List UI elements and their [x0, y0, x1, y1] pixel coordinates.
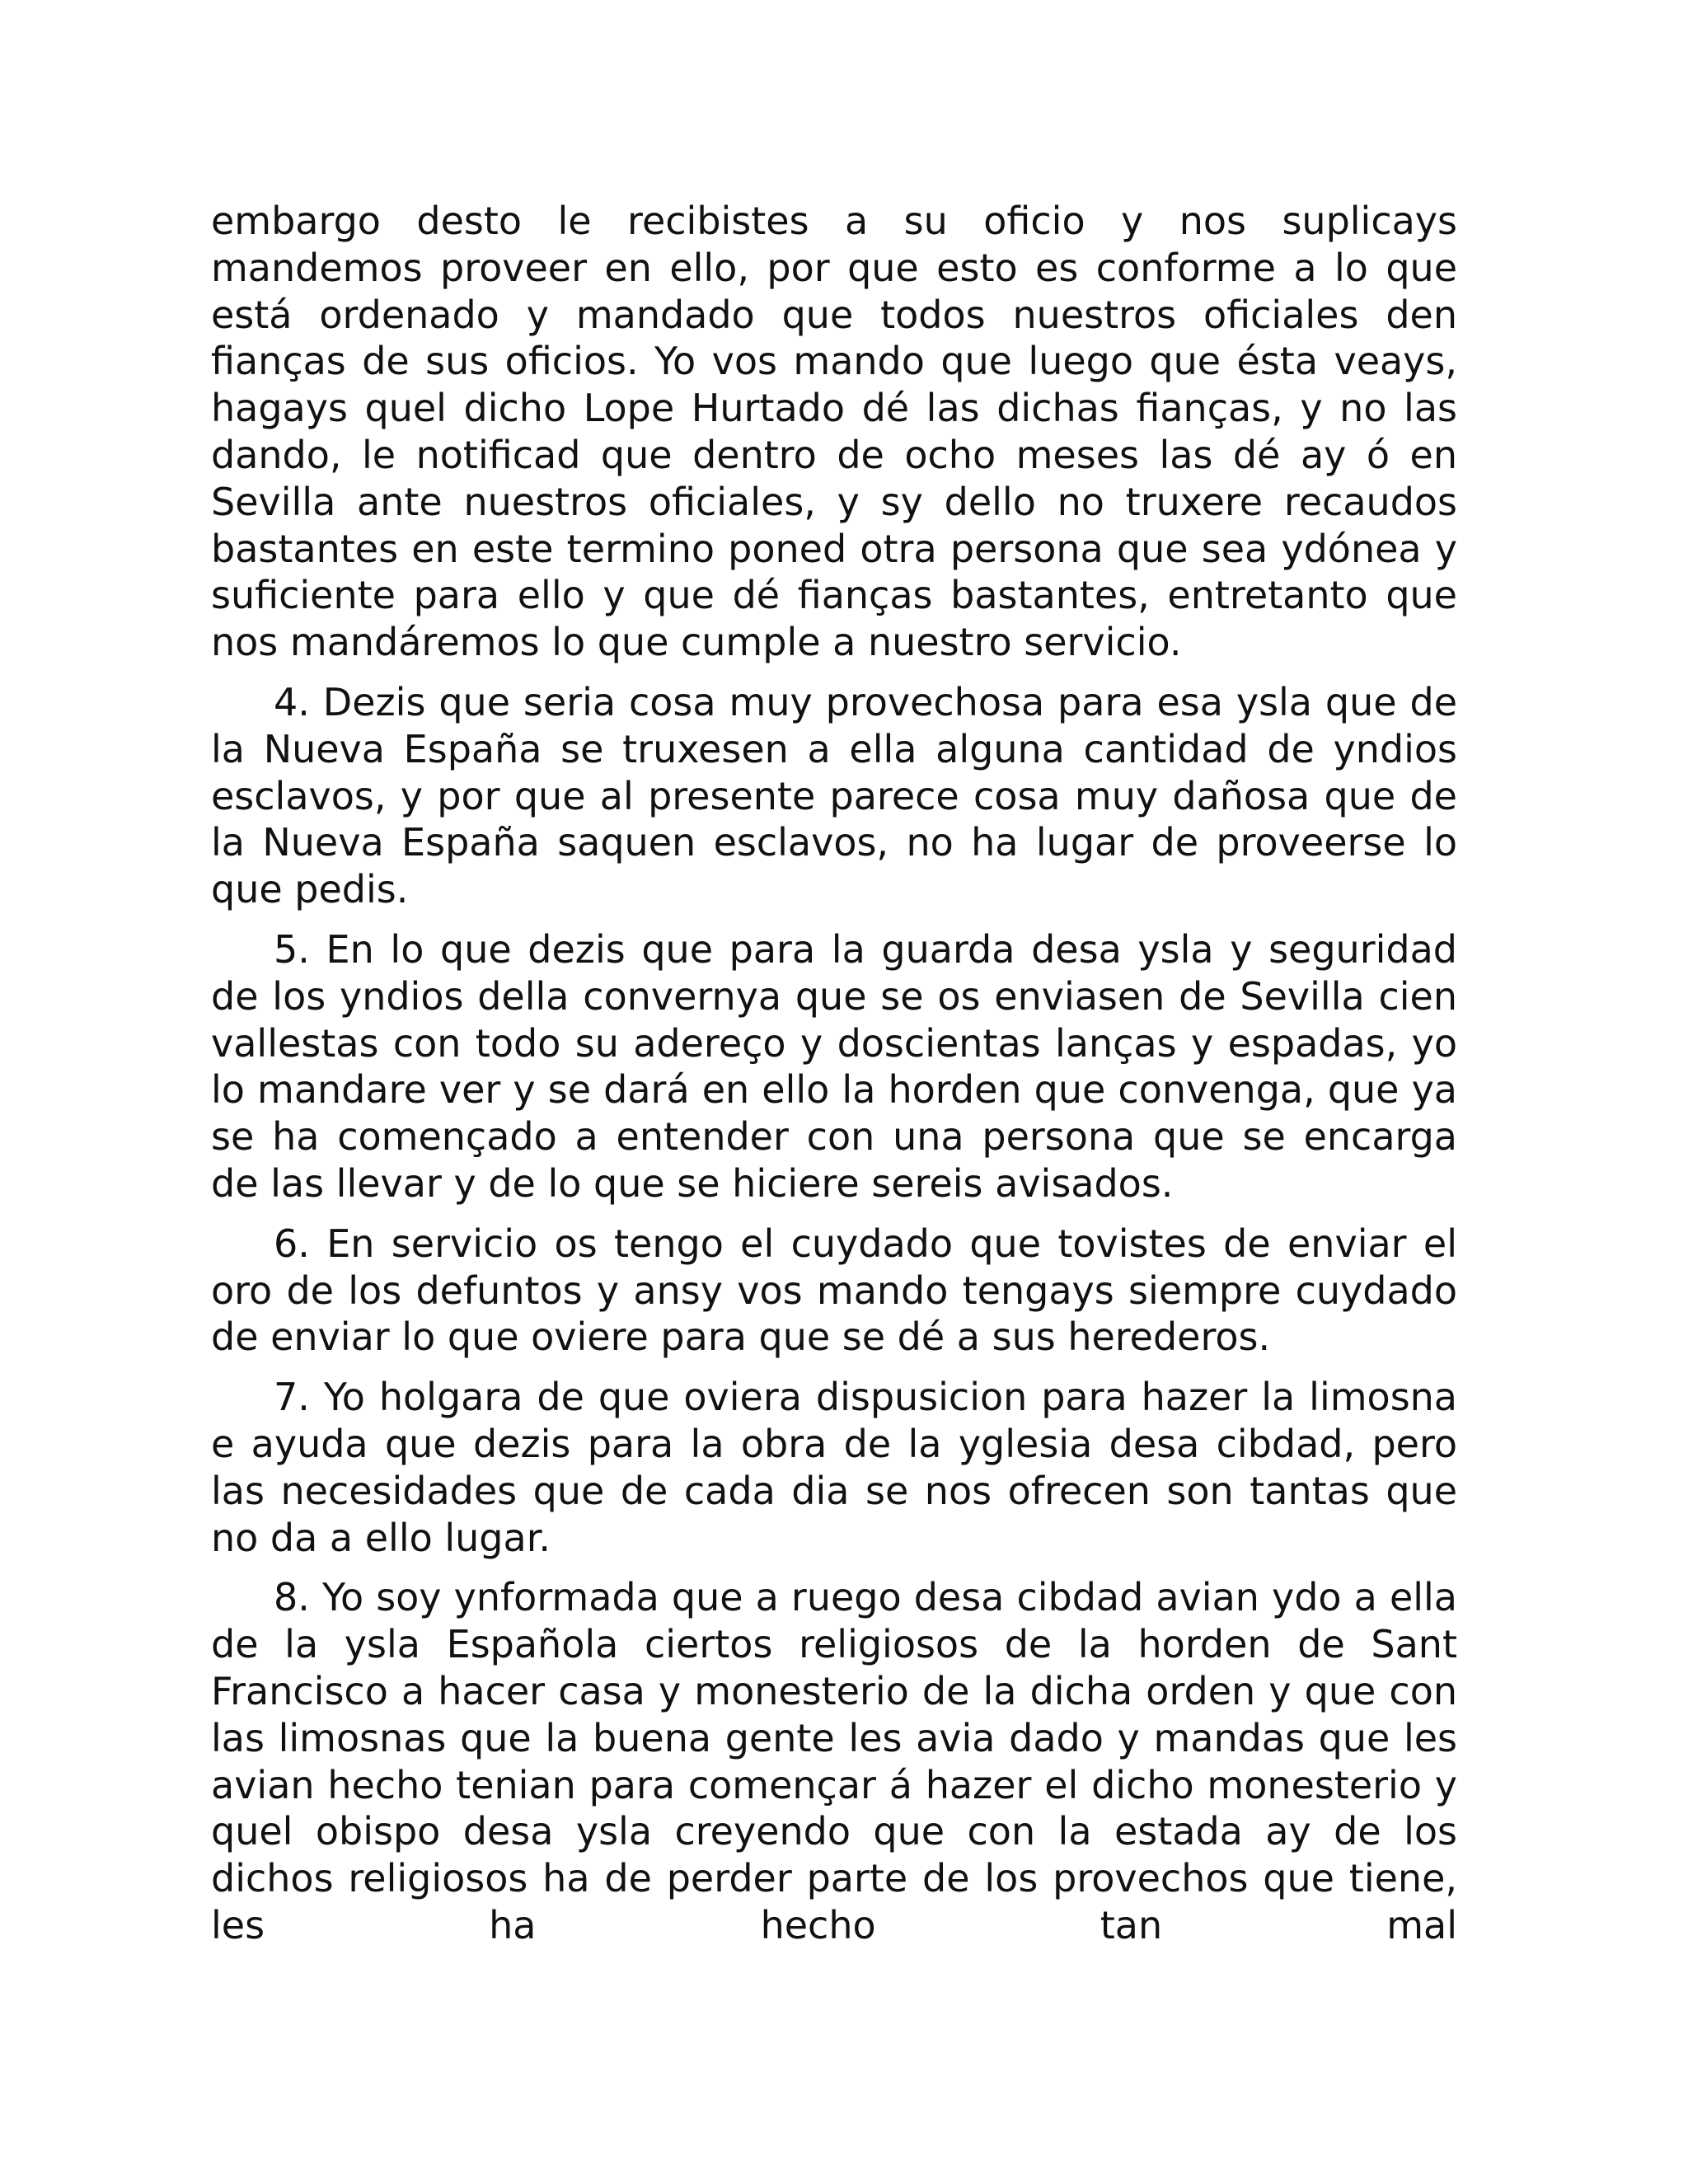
paragraph-continuation: embargo desto le recibistes a su oficio y nos suplicays mandemos proveer en ello, por que esto es conforme a lo que está ordenado y mandado que todos nuestros oficiales den fianças de sus oficios. Yo vos mando que luego que ésta veays, hagays quel dicho Lope Hurtado dé las dichas fianças, y no las dando, le notificad que dentro de ocho meses las dé ay ó en Sevilla ante nuestros oficiales, y sy dello no truxere recaudos bastantes en este termino poned otra persona que sea ydónea y suficiente para ello y que dé fianças bastantes, entretanto que nos mandáremos lo que cumple a nuestro servicio. — [211, 199, 1457, 665]
paragraph-7: 7. Yo holgara de que oviera dispusicion para hazer la limosna e ayuda que dezis para la obra de la yglesia desa cibdad, pero las necesidades que de cada dia se nos ofrecen son tantas que no da a ello lugar. — [211, 1375, 1457, 1560]
paragraph-6: 6. En servicio os tengo el cuydado que tovistes de enviar el oro de los defuntos y ansy vos mando tengays siempre cuydado de enviar lo que oviere para que se dé a sus herederos. — [211, 1221, 1457, 1360]
paragraph-4: 4. Dezis que seria cosa muy provechosa para esa ysla que de la Nueva España se truxesen a ella alguna cantidad de yndios esclavos, y por que al presente parece cosa muy dañosa que de la Nueva España saquen esclavos, no ha lugar de proveerse lo que pedis. — [211, 679, 1457, 912]
paragraph-5: 5. En lo que dezis que para la guarda desa ysla y seguridad de los yndios della convernya que se os enviasen de Sevilla cien vallestas con todo su adereço y doscientas lanças y espadas, yo lo mandare ver y se dará en ello la horden que convenga, que ya se ha començado a entender con una persona que se encarga de las llevar y de lo que se hiciere sereis avisados. — [211, 926, 1457, 1206]
document-body — [211, 198, 1457, 1962]
paragraph-8: 8. Yo soy ynformada que a ruego desa cibdad avian ydo a ella de la ysla Española ciertos religiosos de la horden de Sant Francisco a hacer casa y monesterio de la dicha orden y que con las limosnas que la buena gente les avia dado y mandas que les avian hecho tenian para començar á hazer el dicho monesterio y quel obispo desa ysla creyendo que con la estada ay de los dichos religiosos ha de perder parte de los provechos que tiene, les ha hecho tan mal — [211, 1575, 1457, 1947]
